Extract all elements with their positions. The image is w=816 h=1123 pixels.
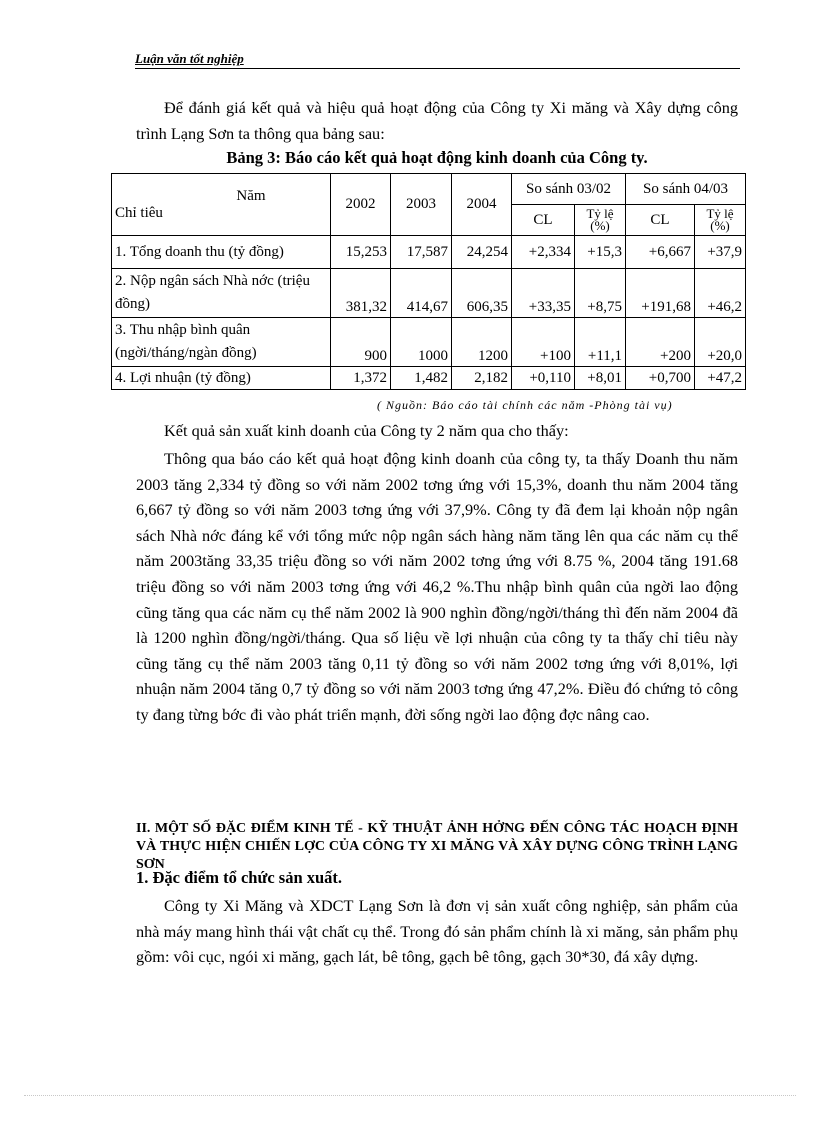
header-indicator-label: Chỉ tiêu [115,204,163,221]
results-intro: Kết quả sản xuất kinh doanh của Công ty 2 năm qua cho thấy: [164,421,569,440]
header-year-2002: 2002 [331,174,391,236]
table-title: Bảng 3: Báo cáo kết quả hoạt động kinh doanh của Công ty. [226,148,648,167]
value-2004: 1200 [452,318,512,367]
production-paragraph: Công ty Xi Măng và XDCT Lạng Sơn là đơn vị sản xuất công nghiệp, sản phẩm của nhà máy mang hình thái vật chất cụ thể. Trong đó sản phẩm chính là xi măng, sản phẩm phụ gồm: vôi cục, ngói xi măng, gạch lát, bê tông, gạch bê tông, gạch 30*30, đá xây dựng. [136,896,738,967]
subsection-heading: 1. Đặc điểm tổ chức sản xuất. [136,868,343,887]
header-pct-2: Tỷ lệ (%) [695,205,746,236]
value-2002: 900 [331,318,391,367]
value-2002: 1,372 [331,367,391,390]
header-compare-04-03: So sánh 04/03 [626,174,746,205]
row-indicator: 1. Tổng doanh thu (tỷ đồng) [112,236,331,269]
table-row [112,236,746,269]
row-indicator: 4. Lợi nhuận (tỷ đồng) [112,367,331,390]
value-2003: 1000 [391,318,452,367]
header-year-label: Năm [236,187,266,204]
row-indicator: 3. Thu nhập bình quân (ngời/tháng/ngàn đồng) [112,318,331,367]
pct-03-02: +15,3 [575,236,626,269]
intro-paragraph: Để đánh giá kết quả và hiệu quả hoạt động của Công ty Xi măng và Xây dựng công trình Lạng Sơn ta thông qua bảng sau: [136,98,738,143]
header-year-2004: 2004 [452,174,512,236]
running-header [135,50,740,69]
header-indicator-cell [112,174,331,236]
table-source-note: ( Nguồn: Báo cáo tài chính các năm -Phòng tài vụ) [377,398,673,412]
value-2002: 15,253 [331,236,391,269]
section-heading: II. MỘT SỐ ĐẶC ĐIỂM KINH TẾ - KỸ THUẬT ẢNH HỞNG ĐẾN CÔNG TÁC HOẠCH ĐỊNH VÀ THỰC HIỆN CHIẾN LỢC CỦA CÔNG TY XI MĂNG VÀ XÂY DỰNG CÔNG TRÌNH LẠNG SƠN [136,821,738,872]
business-results-table [111,173,746,390]
cl-03-02: +33,35 [512,269,575,318]
header-pct-1: Tỷ lệ (%) [575,205,626,236]
pct-03-02: +8,75 [575,269,626,318]
analysis-paragraph: Thông qua báo cáo kết quả hoạt động kinh doanh của công ty, ta thấy Doanh thu năm 2003 tăng 2,334 tỷ đồng so với năm 2002 tơng ứng với 15,3%, doanh thu năm 2004 tăng 6,667 tỷ đồng so với năm 2003 tơng ứng với 37,9%. Công ty đã đem lại khoản nộp ngân sách Nhà nớc đáng kể với tổng mức nộp ngân sách hàng năm tăng lên qua các năm cụ thể năm 2003tăng 33,35 triệu đồng so với năm 2002 tơng ứng với 8.75 %, 2004 tăng 191.68 triệu đồng so với năm 2003 tơng ứng với 46,2 %.Thu nhập bình quân của ngời lao động cũng tăng qua các năm cụ thể năm 2002 là 900 nghìn đồng/ngời/tháng thì đến năm 2004 đã là 1200 nghìn đồng/ngời/tháng. Qua số liệu về lợi nhuận của công ty ta thấy chỉ tiêu này cũng tăng cụ thể năm 2003 tăng 0,11 tỷ đồng so với năm 2002 tơng ứng với 8,01%, lợi nhuận năm 2004 tăng 0,7 tỷ đồng so với năm 2003 tơng ứng 47,2%. Điều đó chứng tỏ công ty đang từng bớc đi vào phát triển mạnh, đời sống ngời lao động đợc nâng cao. [136,449,738,724]
cl-04-03: +0,700 [626,367,695,390]
value-2004: 606,35 [452,269,512,318]
cl-03-02: +100 [512,318,575,367]
value-2004: 24,254 [452,236,512,269]
value-2004: 2,182 [452,367,512,390]
page-bottom-divider [24,1095,796,1096]
pct-04-03: +20,0 [695,318,746,367]
value-2003: 17,587 [391,236,452,269]
running-header-text: Luận văn tốt nghiệp [135,51,244,66]
pct-04-03: +47,2 [695,367,746,390]
pct-04-03: +46,2 [695,269,746,318]
header-cl-1: CL [512,205,575,236]
table-row [112,318,746,367]
pct-03-02: +8,01 [575,367,626,390]
cl-03-02: +2,334 [512,236,575,269]
value-2003: 1,482 [391,367,452,390]
header-compare-03-02: So sánh 03/02 [512,174,626,205]
value-2002: 381,32 [331,269,391,318]
cl-04-03: +200 [626,318,695,367]
pct-03-02: +11,1 [575,318,626,367]
header-year-2003: 2003 [391,174,452,236]
pct-04-03: +37,9 [695,236,746,269]
table-row [112,269,746,318]
header-cl-2: CL [626,205,695,236]
cl-04-03: +6,667 [626,236,695,269]
cl-04-03: +191,68 [626,269,695,318]
cl-03-02: +0,110 [512,367,575,390]
row-indicator: 2. Nộp ngân sách Nhà nớc (triệu đồng) [112,269,331,318]
value-2003: 414,67 [391,269,452,318]
table-row [112,367,746,390]
